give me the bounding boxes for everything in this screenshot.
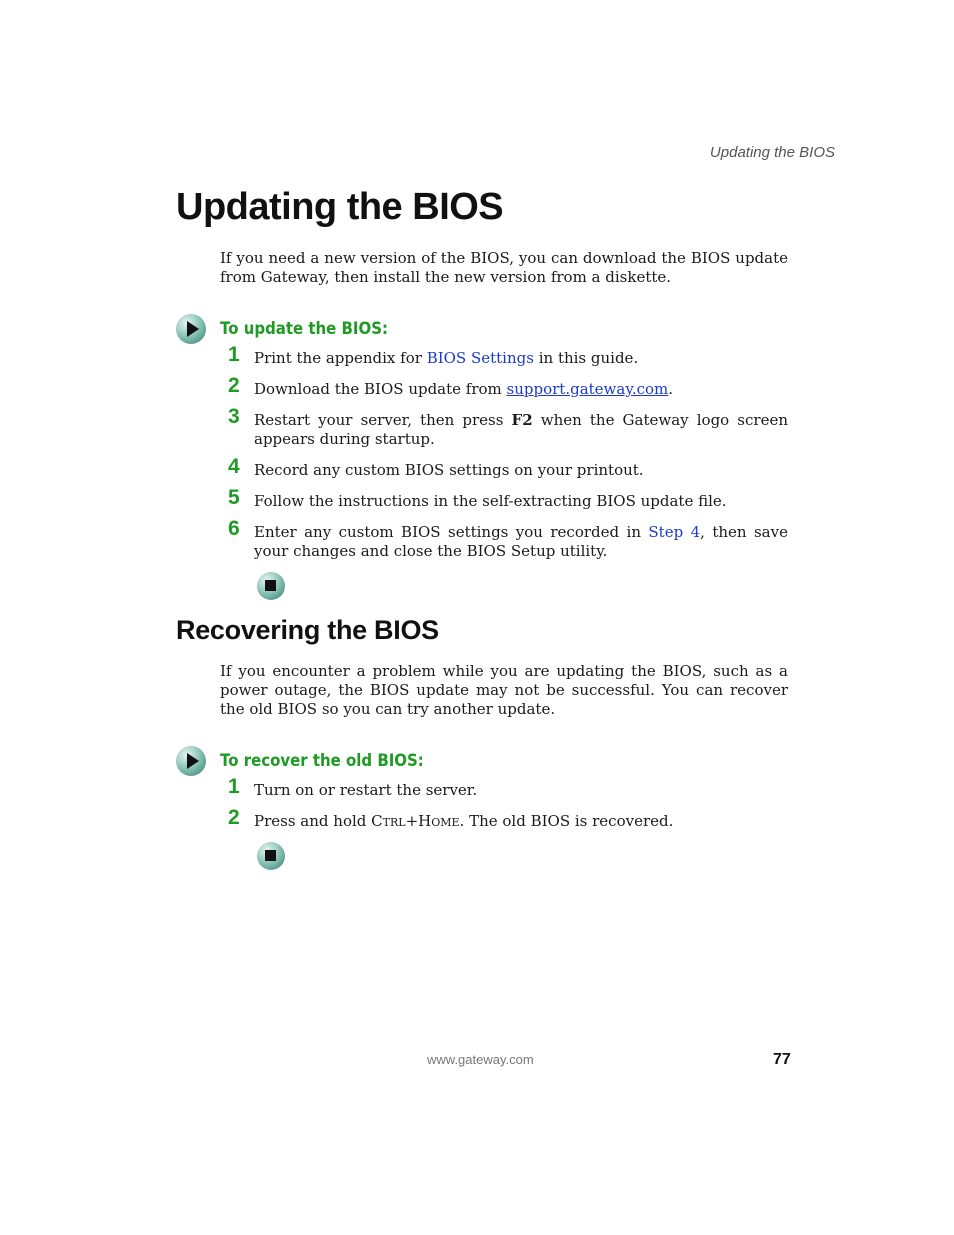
key-letter: OME xyxy=(431,816,460,829)
step-item xyxy=(228,455,788,480)
procedure-title: To update the BIOS: xyxy=(220,319,388,339)
step-text xyxy=(254,349,788,368)
page-title: Updating the BIOS xyxy=(176,186,504,228)
step-text xyxy=(254,523,788,561)
stop-square-icon xyxy=(257,842,285,870)
key-letter: C xyxy=(371,812,383,830)
step-item xyxy=(228,405,788,449)
key-letter: +H xyxy=(405,812,432,830)
step-item xyxy=(228,343,788,368)
step-text-part: Press and hold xyxy=(254,812,372,830)
procedure-title: To recover the old BIOS: xyxy=(220,751,424,771)
step-item xyxy=(228,806,788,832)
bios-settings-link[interactable]: BIOS Settings xyxy=(426,349,534,367)
step-text xyxy=(254,812,788,832)
stop-square-icon xyxy=(257,572,285,600)
step-text xyxy=(254,380,788,399)
key-letter: TRL xyxy=(382,816,406,829)
step-text-part: . xyxy=(668,380,674,398)
step-item xyxy=(228,517,788,561)
step-text: Record any custom BIOS settings on your printout. xyxy=(254,461,644,479)
step-text xyxy=(254,411,788,449)
section2-intro: If you encounter a problem while you are updating the BIOS, such as a power outage, the BIOS update may not be successful. You can recover the old BIOS so you can try another update. xyxy=(220,662,788,718)
step-number: 2 xyxy=(228,806,240,829)
page-number: 77 xyxy=(773,1051,791,1068)
play-arrow-icon xyxy=(176,314,206,344)
step-text-part: Download the BIOS update from xyxy=(254,380,507,398)
step-text-part: , then save your changes and close the BIOS Setup utility. xyxy=(254,523,788,560)
step-number: 2 xyxy=(228,374,240,397)
ctrl-home-key xyxy=(371,812,459,830)
step-text-part: Print the appendix for xyxy=(254,349,427,367)
step-4-link[interactable]: Step 4 xyxy=(648,523,701,541)
step-text-part: Enter any custom BIOS settings you recorded in xyxy=(254,523,649,541)
f2-key: F2 xyxy=(511,411,533,429)
step-text-part: when the Gateway logo screen appears during startup. xyxy=(254,411,788,448)
procedure-heading-update xyxy=(176,313,411,345)
step-number: 4 xyxy=(228,455,240,478)
step-number: 1 xyxy=(228,775,240,798)
step-text: Follow the instructions in the self-extracting BIOS update file. xyxy=(254,492,727,510)
section-title-recovering: Recovering the BIOS xyxy=(176,615,439,645)
step-text-part: Restart your server, then press xyxy=(254,411,512,429)
running-head: Updating the BIOS xyxy=(709,144,835,161)
step-number: 1 xyxy=(228,343,240,366)
procedure-heading-recover xyxy=(176,745,452,777)
step-number: 5 xyxy=(228,486,240,509)
step-text-part: . The old BIOS is recovered. xyxy=(459,812,674,830)
step-number: 3 xyxy=(228,405,240,428)
play-arrow-icon xyxy=(176,746,206,776)
step-text: Turn on or restart the server. xyxy=(254,781,478,799)
step-text-part: in this guide. xyxy=(533,349,639,367)
step-item xyxy=(228,775,788,800)
step-number: 6 xyxy=(228,517,240,540)
step-item xyxy=(228,486,788,511)
footer-url: www.gateway.com xyxy=(427,1052,534,1067)
support-gateway-link[interactable]: support.gateway.com xyxy=(506,380,669,398)
section1-intro: If you need a new version of the BIOS, you can download the BIOS update from Gateway, then install the new version from a diskette. xyxy=(220,249,788,286)
step-item xyxy=(228,374,788,399)
